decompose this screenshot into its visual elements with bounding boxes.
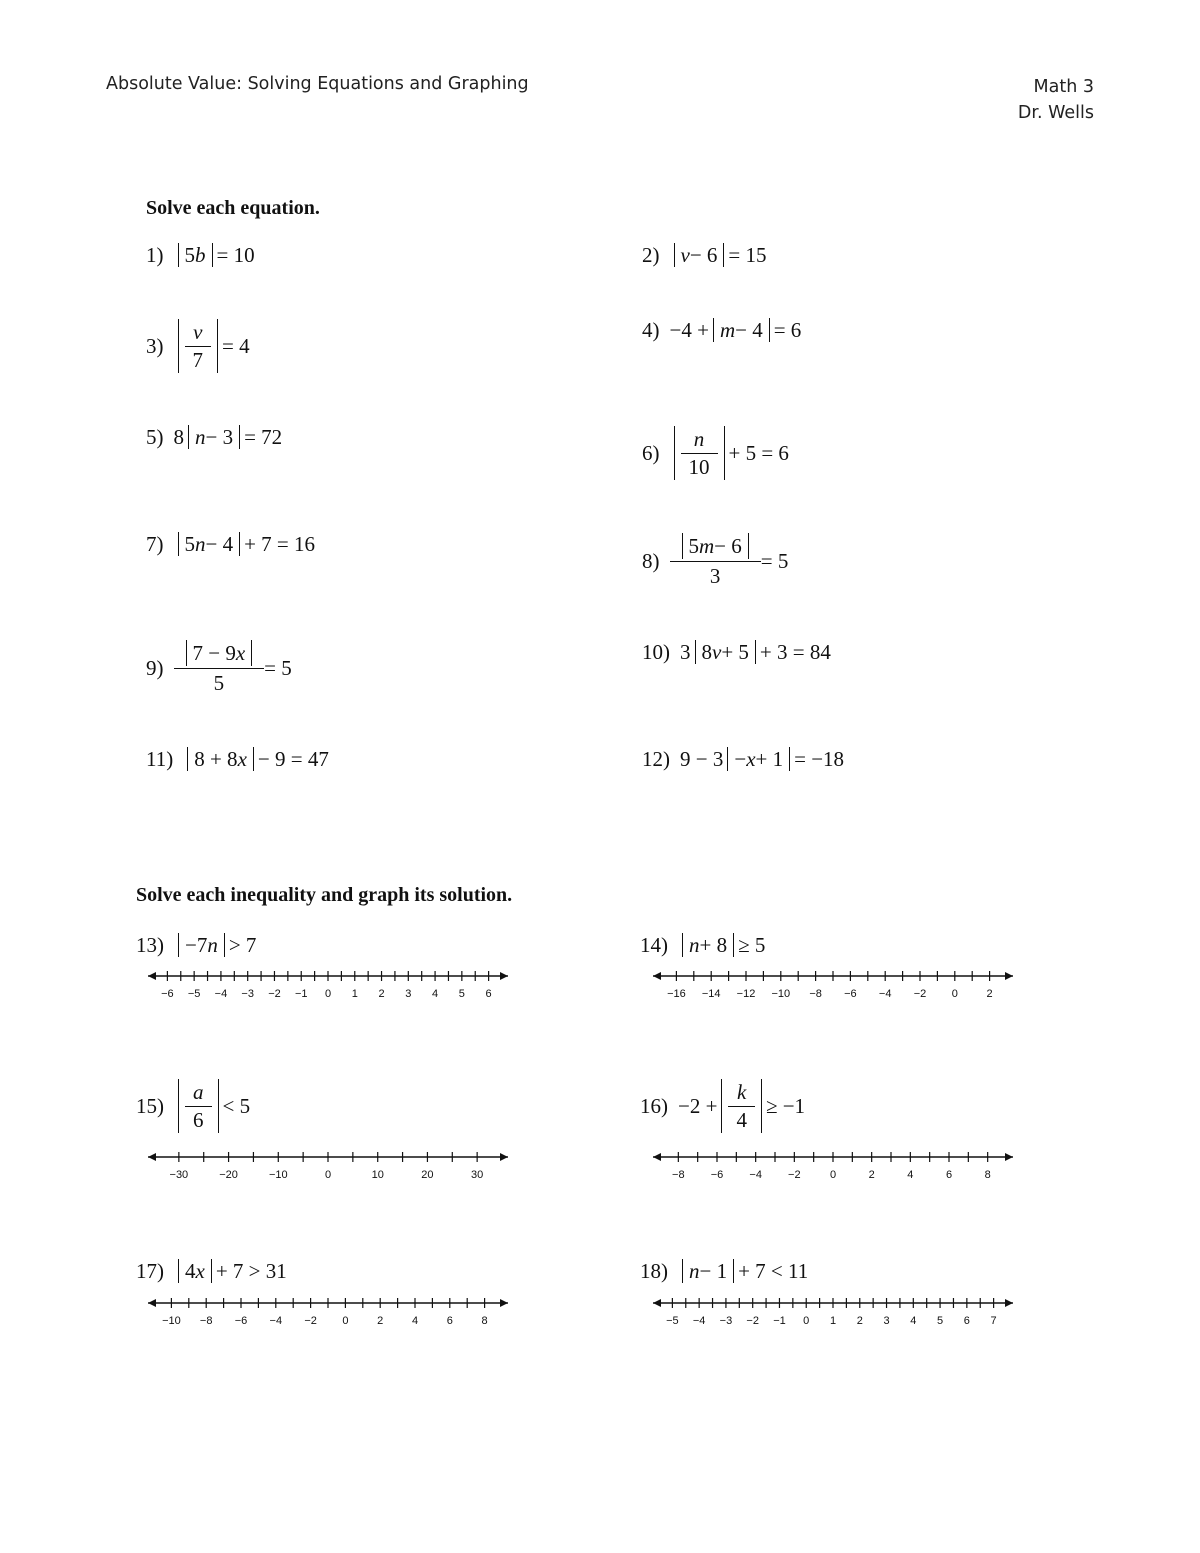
rhs: ≥ 5 bbox=[738, 932, 766, 957]
fraction bbox=[189, 321, 208, 370]
term: + 1 bbox=[755, 746, 784, 771]
tick-label: −8 bbox=[809, 988, 822, 1000]
term: −7 bbox=[185, 932, 208, 957]
problem-10 bbox=[642, 616, 831, 688]
denominator: 5 bbox=[174, 668, 265, 696]
tick-label: 30 bbox=[471, 1169, 484, 1181]
tick-label: 6 bbox=[963, 1315, 970, 1327]
prefix: −2 + bbox=[678, 1093, 718, 1118]
tick-label: −2 bbox=[304, 1315, 317, 1327]
rhs: + 7 > 31 bbox=[215, 1258, 287, 1283]
tick-label: −4 bbox=[214, 988, 228, 1000]
problem-8 bbox=[642, 525, 788, 597]
tick-label: 6 bbox=[945, 1169, 953, 1181]
tick-label: −6 bbox=[710, 1169, 724, 1181]
denominator: 3 bbox=[670, 561, 761, 589]
tick-label: −1 bbox=[773, 1315, 786, 1327]
denominator: 10 bbox=[681, 453, 718, 478]
variable: x bbox=[195, 1258, 205, 1283]
teacher-name: Dr. Wells bbox=[1017, 103, 1094, 123]
term: 8 + 8 bbox=[194, 746, 238, 771]
problem-number: 2) bbox=[642, 242, 660, 267]
rhs: + 5 = 6 bbox=[728, 440, 789, 465]
absolute-value bbox=[178, 319, 219, 372]
tick-label: 6 bbox=[485, 988, 492, 1000]
variable: b bbox=[195, 242, 206, 267]
tick-label: −2 bbox=[788, 1169, 801, 1181]
variable: x bbox=[235, 640, 246, 665]
problem-number: 15) bbox=[136, 1093, 164, 1118]
variable: n bbox=[207, 932, 218, 957]
absolute-value bbox=[187, 747, 254, 771]
problem-1 bbox=[146, 219, 255, 291]
rhs: + 3 = 84 bbox=[759, 639, 831, 664]
tick-label: 0 bbox=[829, 1169, 837, 1181]
absolute-value bbox=[695, 640, 756, 664]
tick-label: −2 bbox=[268, 988, 281, 1000]
rhs: = 5 bbox=[264, 655, 292, 680]
tick-label: 3 bbox=[883, 1315, 890, 1327]
problem-number: 5) bbox=[146, 424, 164, 449]
variable: m bbox=[719, 317, 736, 342]
problem-number: 13) bbox=[136, 932, 164, 957]
number-line-svg bbox=[146, 965, 510, 1001]
absolute-value bbox=[186, 640, 253, 666]
rhs: = 6 bbox=[773, 317, 802, 342]
variable: n bbox=[689, 1258, 700, 1283]
rhs: = 10 bbox=[216, 242, 255, 267]
tick-label: −20 bbox=[219, 1169, 238, 1181]
tick-label: 7 bbox=[990, 1315, 997, 1327]
tick-label: 4 bbox=[432, 988, 439, 1000]
tick-label: −5 bbox=[666, 1315, 679, 1327]
problem-number: 4) bbox=[642, 317, 660, 342]
tick-label: 5 bbox=[937, 1315, 944, 1327]
right-arrow-icon bbox=[500, 972, 508, 980]
left-arrow-icon bbox=[653, 1153, 661, 1161]
numerator bbox=[178, 640, 261, 668]
tick-label: 2 bbox=[378, 988, 385, 1000]
problem-9 bbox=[146, 632, 292, 704]
numerator bbox=[674, 533, 757, 561]
problem-number: 11) bbox=[146, 746, 174, 771]
problem-4 bbox=[642, 294, 801, 366]
fraction bbox=[189, 1081, 208, 1130]
absolute-value bbox=[682, 933, 734, 957]
tick-label: −8 bbox=[672, 1169, 685, 1181]
term: − 6 bbox=[714, 533, 742, 558]
rhs: = 4 bbox=[222, 333, 250, 358]
numerator: a bbox=[193, 1080, 204, 1105]
right-arrow-icon bbox=[1005, 1153, 1013, 1161]
number-line-svg bbox=[146, 1146, 510, 1182]
rhs: ≥ −1 bbox=[765, 1093, 806, 1118]
problem-15 bbox=[136, 1070, 250, 1142]
variable: v bbox=[680, 242, 690, 267]
fraction bbox=[674, 533, 757, 589]
prefix: 9 − 3 bbox=[680, 746, 724, 771]
variable: v bbox=[712, 639, 722, 664]
tick-label: −2 bbox=[913, 988, 927, 1000]
prefix: −4 + bbox=[669, 317, 709, 342]
tick-label: −10 bbox=[162, 1315, 181, 1327]
tick-label: −6 bbox=[844, 988, 857, 1000]
tick-label: −14 bbox=[701, 988, 721, 1000]
right-arrow-icon bbox=[500, 1153, 508, 1161]
variable: n bbox=[195, 531, 206, 556]
tick-label: 3 bbox=[405, 988, 412, 1000]
tick-label: −1 bbox=[294, 988, 308, 1000]
fraction bbox=[732, 1081, 751, 1130]
variable: x bbox=[237, 746, 247, 771]
prefix: 3 bbox=[680, 639, 691, 664]
tick-label: 1 bbox=[829, 1315, 837, 1327]
problem-number: 1) bbox=[146, 242, 164, 267]
number-line-13[interactable] bbox=[146, 965, 510, 1001]
problem-number: 17) bbox=[136, 1258, 164, 1283]
tick-label: −3 bbox=[719, 1315, 733, 1327]
tick-label: −10 bbox=[268, 1169, 288, 1181]
term: 5 bbox=[688, 533, 699, 558]
tick-label: 1 bbox=[351, 988, 358, 1000]
tick-label: −3 bbox=[241, 988, 254, 1000]
rhs: < 5 bbox=[222, 1093, 251, 1118]
tick-label: 2 bbox=[377, 1315, 384, 1327]
absolute-value bbox=[188, 425, 240, 449]
tick-label: −30 bbox=[169, 1169, 189, 1181]
inequalities-section-title: Solve each inequality and graph its solution. bbox=[136, 884, 513, 906]
problem-number: 14) bbox=[640, 932, 668, 957]
rhs: = −18 bbox=[794, 746, 845, 771]
absolute-value bbox=[178, 532, 241, 556]
rhs: > 7 bbox=[228, 932, 257, 957]
tick-label: −6 bbox=[234, 1315, 248, 1327]
left-arrow-icon bbox=[653, 1299, 661, 1307]
rhs: + 7 = 16 bbox=[244, 531, 316, 556]
problem-number: 18) bbox=[640, 1258, 668, 1283]
tick-label: 0 bbox=[324, 988, 332, 1000]
right-arrow-icon bbox=[500, 1299, 508, 1307]
absolute-value bbox=[178, 1079, 219, 1132]
term: − 6 bbox=[689, 242, 718, 267]
term: 5 bbox=[184, 531, 195, 556]
problem-number: 9) bbox=[146, 655, 164, 680]
denominator: 6 bbox=[185, 1106, 212, 1131]
problem-7 bbox=[146, 508, 315, 580]
problem-2 bbox=[642, 219, 767, 291]
absolute-value bbox=[682, 533, 749, 559]
term: − 4 bbox=[735, 317, 763, 342]
tick-label: 10 bbox=[371, 1169, 384, 1181]
absolute-value bbox=[682, 1259, 734, 1283]
problem-number: 3) bbox=[146, 333, 164, 358]
number-line-14[interactable] bbox=[651, 965, 1015, 1001]
problem-number: 6) bbox=[642, 440, 660, 465]
tick-label: −16 bbox=[667, 988, 686, 1000]
prefix: 8 bbox=[173, 424, 184, 449]
absolute-value bbox=[178, 243, 213, 267]
term: 8 bbox=[701, 639, 712, 664]
fraction bbox=[178, 640, 261, 696]
term: − 4 bbox=[205, 531, 234, 556]
absolute-value bbox=[178, 933, 225, 957]
absolute-value bbox=[674, 426, 725, 479]
tick-label: 2 bbox=[856, 1315, 863, 1327]
term: 5 bbox=[184, 242, 195, 267]
absolute-value bbox=[674, 243, 725, 267]
denominator: 4 bbox=[728, 1106, 755, 1131]
tick-label: −8 bbox=[199, 1315, 213, 1327]
term: − 1 bbox=[699, 1258, 728, 1283]
problem-5 bbox=[146, 401, 282, 473]
absolute-value bbox=[178, 1259, 212, 1283]
problem-3 bbox=[146, 310, 250, 382]
left-arrow-icon bbox=[148, 1153, 156, 1161]
worksheet-title: Absolute Value: Solving Equations and Graphing bbox=[106, 74, 529, 94]
number-line-15[interactable] bbox=[146, 1146, 510, 1182]
problem-12 bbox=[642, 723, 844, 795]
course-info bbox=[1018, 74, 1094, 126]
course-name: Math 3 bbox=[1033, 77, 1094, 97]
absolute-value bbox=[713, 318, 770, 342]
number-line-16[interactable] bbox=[651, 1146, 1015, 1182]
tick-label: 6 bbox=[446, 1315, 453, 1327]
rhs: = 72 bbox=[244, 424, 283, 449]
rhs: + 7 < 11 bbox=[738, 1258, 809, 1283]
tick-label: −4 bbox=[269, 1315, 283, 1327]
problem-number: 8) bbox=[642, 548, 660, 573]
right-arrow-icon bbox=[1005, 1299, 1013, 1307]
number-line-17[interactable] bbox=[146, 1292, 510, 1328]
tick-label: 0 bbox=[342, 1315, 349, 1327]
problem-16 bbox=[640, 1070, 805, 1142]
tick-label: −5 bbox=[187, 988, 201, 1000]
term: 4 bbox=[185, 1258, 196, 1283]
tick-label: 4 bbox=[910, 1315, 917, 1327]
variable: n bbox=[689, 932, 700, 957]
left-arrow-icon bbox=[148, 1299, 156, 1307]
tick-label: 8 bbox=[481, 1315, 488, 1327]
variable: x bbox=[746, 746, 756, 771]
variable: n bbox=[195, 424, 206, 449]
left-arrow-icon bbox=[653, 972, 661, 980]
right-arrow-icon bbox=[1005, 972, 1013, 980]
equations-section-title: Solve each equation. bbox=[146, 197, 320, 219]
term: − bbox=[734, 746, 747, 771]
absolute-value bbox=[721, 1079, 762, 1132]
tick-label: −4 bbox=[878, 988, 892, 1000]
denominator: 7 bbox=[185, 346, 212, 371]
tick-label: −10 bbox=[771, 988, 791, 1000]
tick-label: −12 bbox=[736, 988, 756, 1000]
tick-label: −4 bbox=[692, 1315, 706, 1327]
tick-label: 4 bbox=[907, 1169, 914, 1181]
tick-label: 8 bbox=[984, 1169, 991, 1181]
problem-6 bbox=[642, 417, 789, 489]
tick-label: 4 bbox=[411, 1315, 419, 1327]
term: 7 − 9 bbox=[192, 640, 236, 665]
term: + 8 bbox=[699, 932, 728, 957]
number-line-svg bbox=[651, 1292, 1015, 1328]
numerator: k bbox=[737, 1080, 747, 1105]
tick-label: 0 bbox=[324, 1169, 332, 1181]
tick-label: 0 bbox=[951, 988, 958, 1000]
rhs: = 5 bbox=[760, 548, 789, 573]
numerator: n bbox=[693, 427, 705, 452]
term: + 5 bbox=[721, 639, 749, 664]
tick-label: −6 bbox=[161, 988, 174, 1000]
numerator: v bbox=[193, 320, 203, 345]
number-line-svg bbox=[146, 1292, 510, 1328]
fraction bbox=[685, 428, 714, 477]
problem-11 bbox=[146, 723, 329, 795]
tick-label: 2 bbox=[986, 988, 993, 1000]
tick-label: −2 bbox=[746, 1315, 759, 1327]
problem-number: 10) bbox=[642, 639, 670, 664]
number-line-svg bbox=[651, 1146, 1015, 1182]
problem-number: 12) bbox=[642, 746, 670, 771]
tick-label: 0 bbox=[803, 1315, 810, 1327]
left-arrow-icon bbox=[148, 972, 156, 980]
problem-number: 7) bbox=[146, 531, 164, 556]
rhs: − 9 = 47 bbox=[257, 746, 329, 771]
absolute-value bbox=[727, 747, 790, 771]
tick-label: −4 bbox=[749, 1169, 762, 1181]
tick-label: 5 bbox=[458, 988, 465, 1000]
number-line-18[interactable] bbox=[651, 1292, 1015, 1328]
term: − 3 bbox=[205, 424, 234, 449]
tick-label: 2 bbox=[868, 1169, 875, 1181]
tick-label: 20 bbox=[421, 1169, 434, 1181]
rhs: = 15 bbox=[728, 242, 767, 267]
problem-number: 16) bbox=[640, 1093, 668, 1118]
number-line-svg bbox=[651, 965, 1015, 1001]
variable: m bbox=[699, 533, 715, 558]
